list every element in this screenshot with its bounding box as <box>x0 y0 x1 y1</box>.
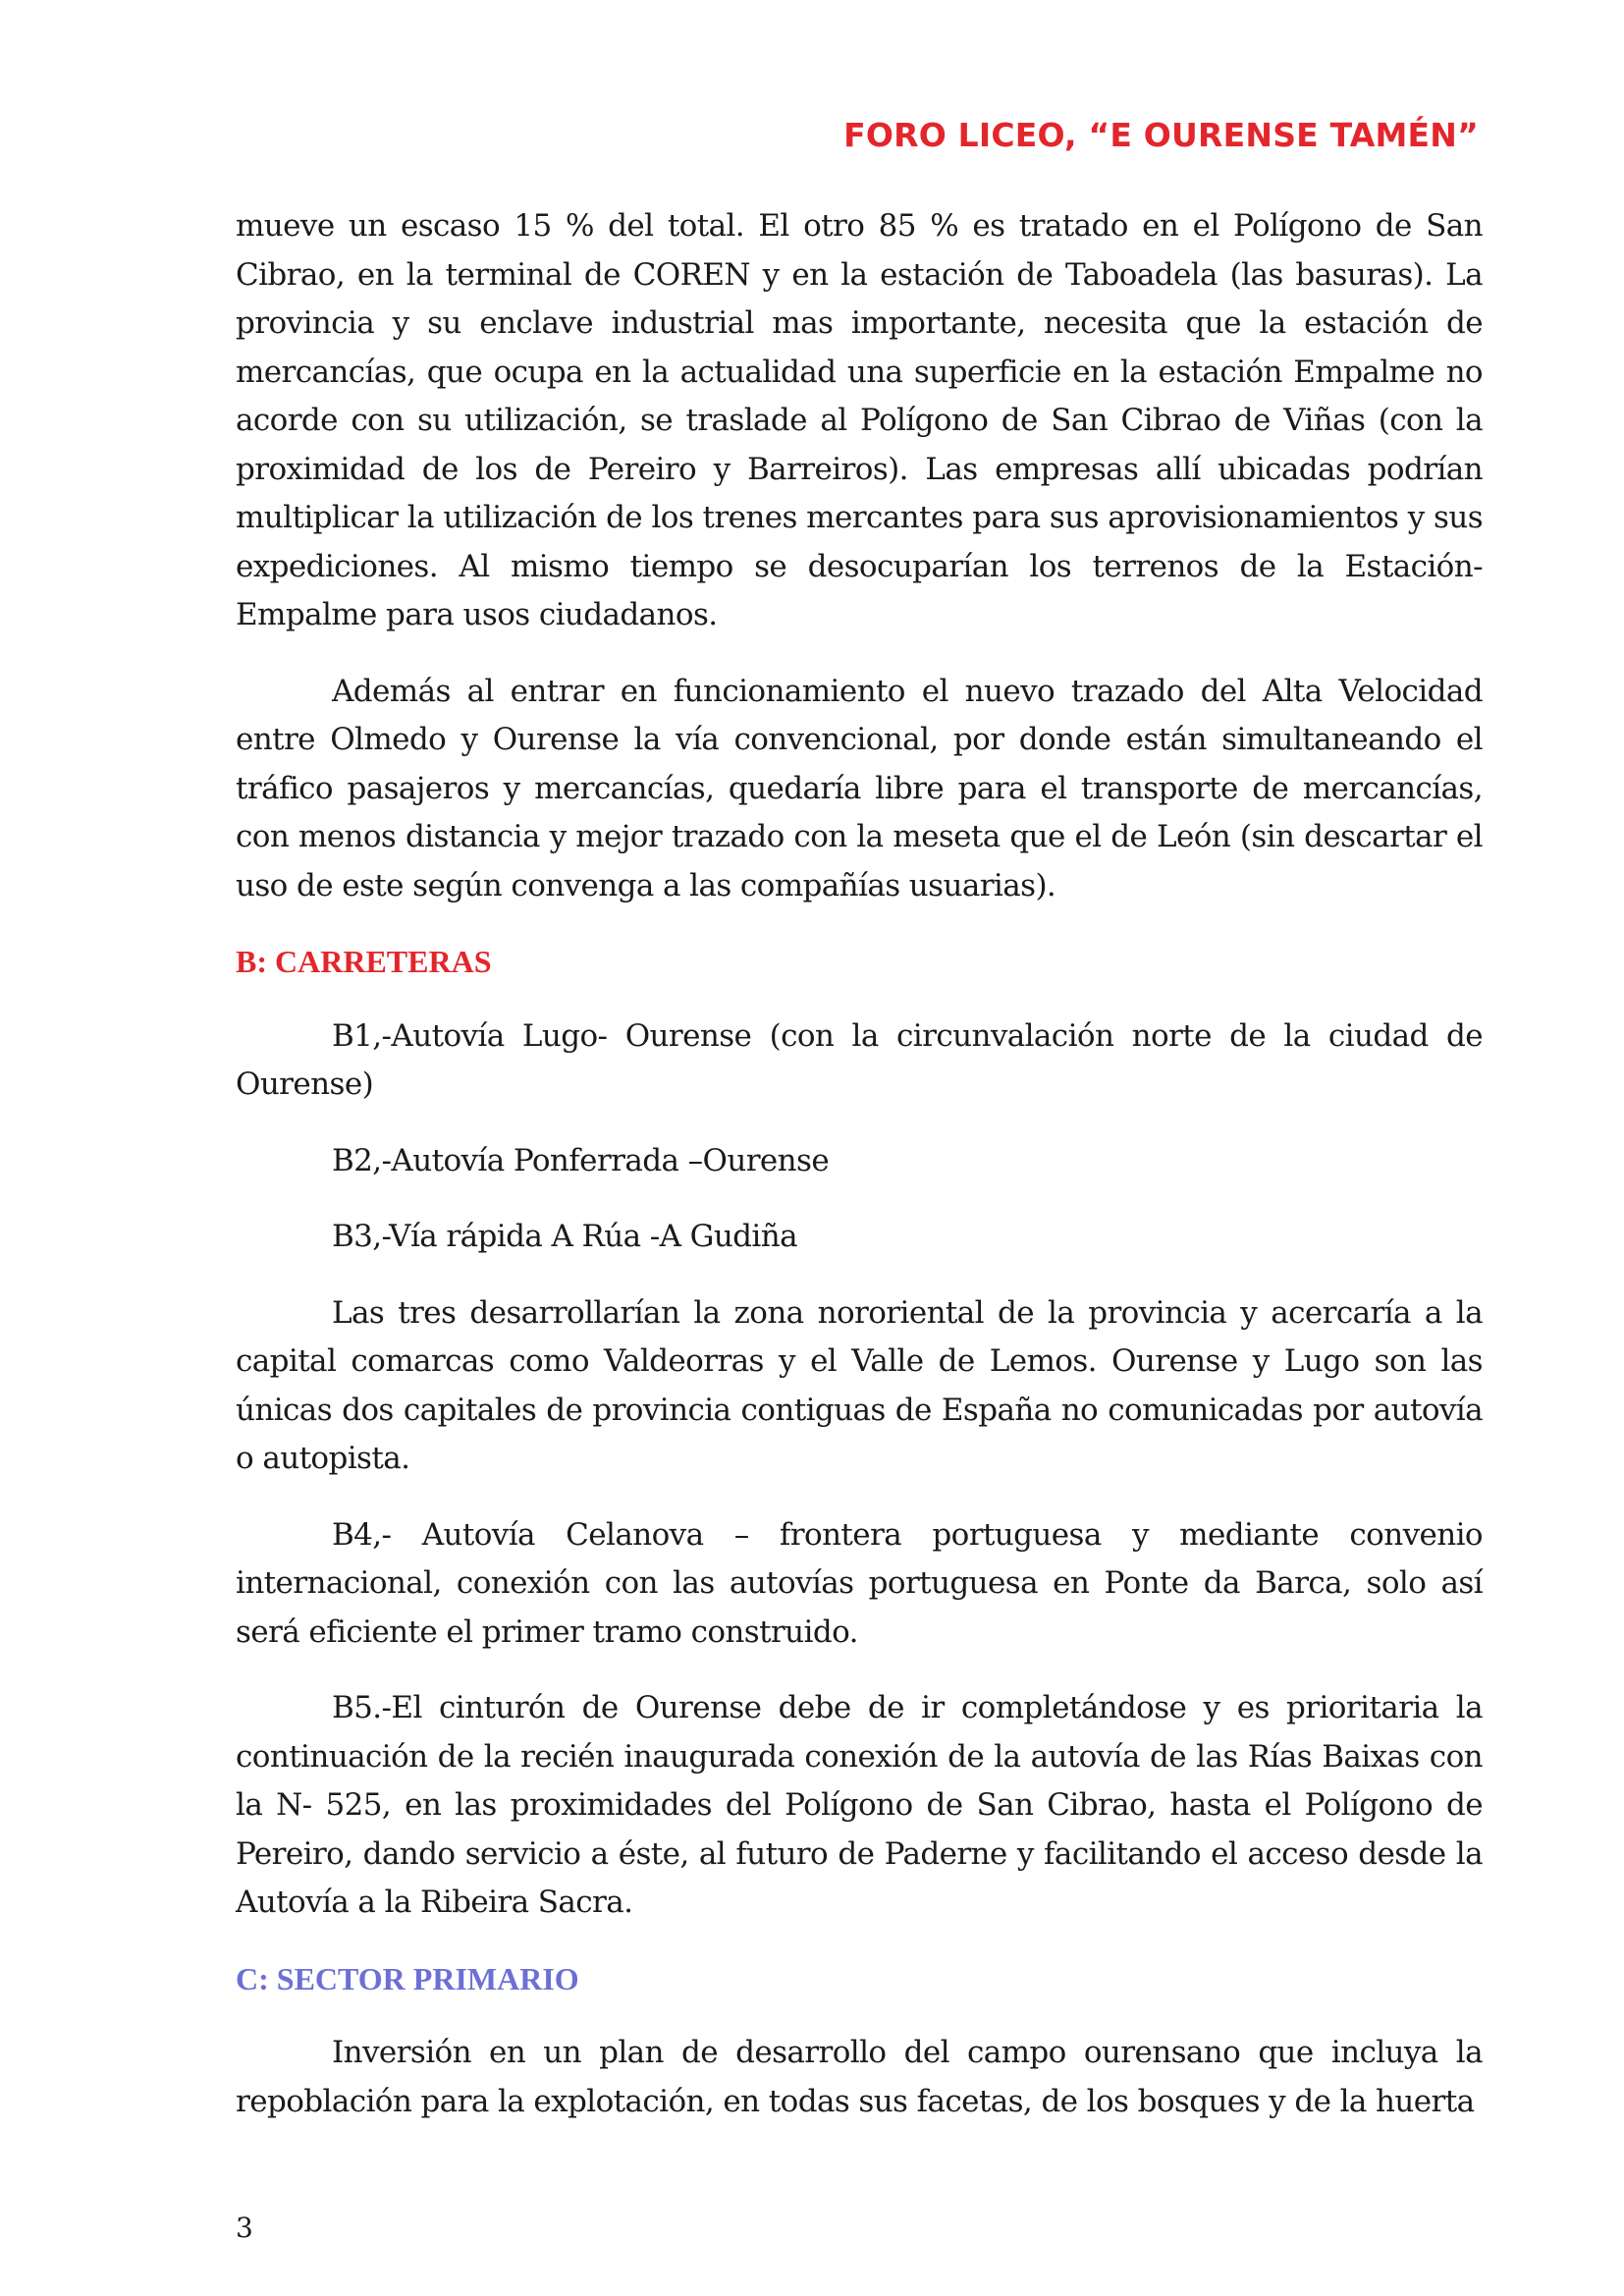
section-heading-roads: B: CARRETERAS <box>236 944 492 979</box>
paragraph-high-speed: Además al entrar en funcionamiento el nuevo trazado del Alta Velocidad entre Olmedo y Ourense la vía convencional, por donde están simultaneando el tráfico pasajeros y mercancías, quedaría libre para el transporte de mercancías, con menos distancia y mejor trazado con la meseta que el de León (sin descartar el uso de este según convenga a las compañías usuarias). <box>236 673 1483 903</box>
road-item-b5: B5.-El cinturón de Ourense debe de ir completándose y es prioritaria la continuación de la recién inaugurada conexión de la autovía de las Rías Baixas con la N- 525, en las proximidades del Polígono de San Cibrao, hasta el Polígono de Pereiro, dando servicio a éste, al futuro de Paderne y facilitando el acceso desde la Autovía a la Ribeira Sacra. <box>236 1690 1483 1920</box>
document-body <box>236 202 1483 2154</box>
paragraph-primary-sector: Inversión en un plan de desarrollo del campo ourensano que incluya la repoblación para la explotación, en todas sus facetas, de los bosques y de la huerta <box>236 2035 1483 2119</box>
paragraph-northeast: Las tres desarrollarían la zona nororiental de la provincia y acercaría a la capital comarcas como Valdeorras y el Valle de Lemos. Ourense y Lugo son las únicas dos capitales de provincia contiguas de España no comunicadas por autovía o autopista. <box>236 1294 1483 1476</box>
section-heading-primary-sector: C: SECTOR PRIMARIO <box>236 1960 579 1996</box>
document-header-title: FORO LICEO, “E OURENSE TAMÉN” <box>843 116 1479 154</box>
road-item-b4: B4,- Autovía Celanova – frontera portuguesa y mediante convenio internacional, conexión con las autovías portuguesa en Ponte da Barca, solo así será eficiente el primer tramo construido. <box>236 1516 1483 1650</box>
road-item-b3: B3,-Vía rápida A Rúa -A Gudiña <box>332 1219 797 1254</box>
road-item-b2: B2,-Autovía Ponferrada –Ourense <box>332 1142 830 1178</box>
road-item-b1: B1,-Autovía Lugo- Ourense (con la circunvalación norte de la ciudad de Ourense) <box>236 1017 1483 1102</box>
paragraph-rail-freight: mueve un escaso 15 % del total. El otro 85 % es tratado en el Polígono de San Cibrao, en la terminal de COREN y en la estación de Taboadela (las basuras). La provincia y su enclave industrial mas importante, necesita que la estación de mercancías, que ocupa en la actualidad una superficie en la estación Empalme no acorde con su utilización, se traslade al Polígono de San Cibrao de Viñas (con la proximidad de los de Pereiro y Barreiros). Las empresas allí ubicadas podrían multiplicar la utilización de los trenes mercantes para sus aprovisionamientos y sus expediciones. Al mismo tiempo se desocuparían los terrenos de la Estación-Empalme para usos ciudadanos. <box>236 208 1483 632</box>
page-number: 3 <box>236 2212 253 2244</box>
